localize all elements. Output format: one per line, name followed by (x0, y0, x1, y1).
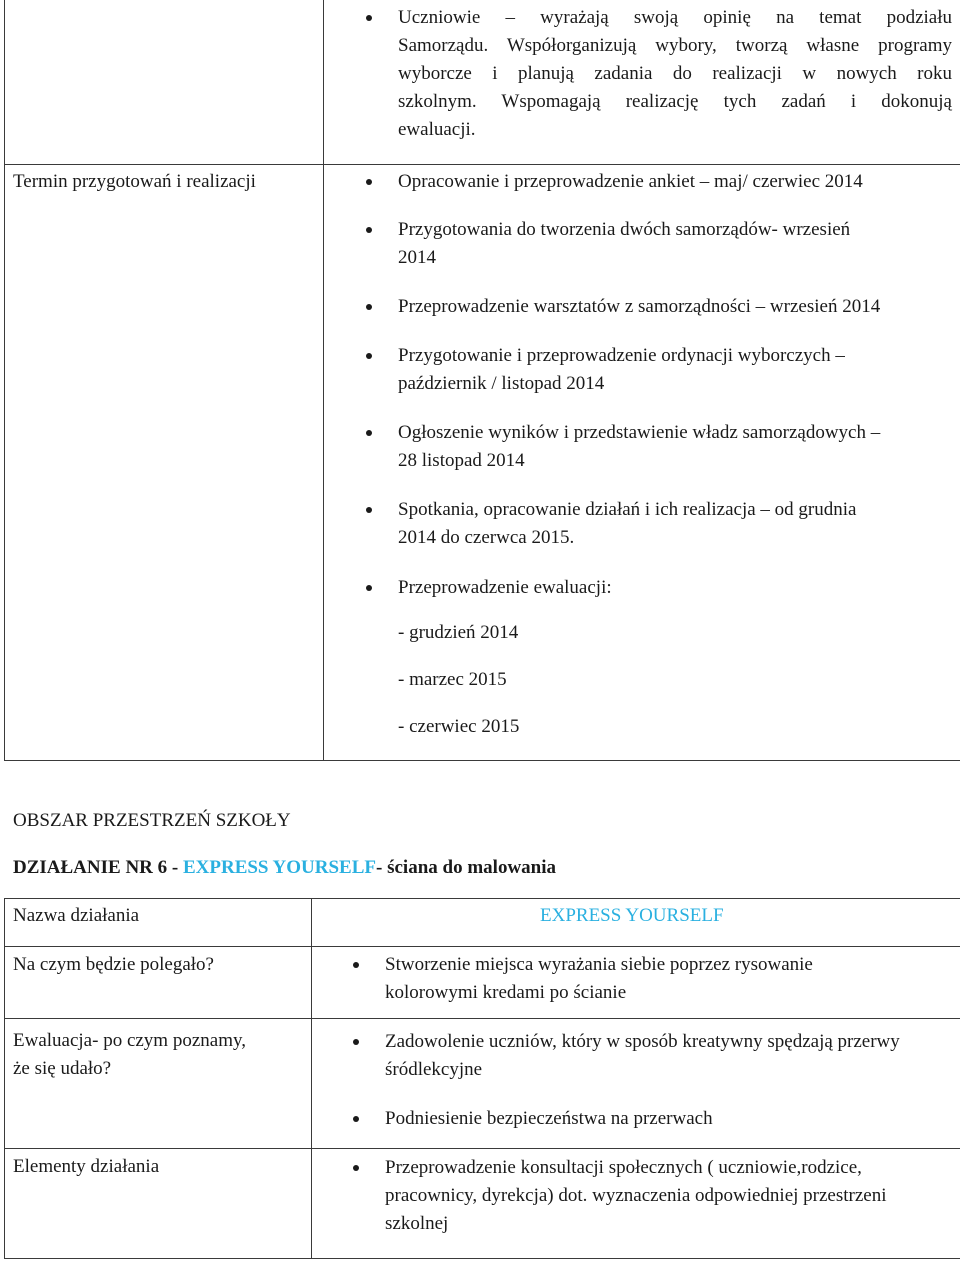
timeline-item-4-line-2: październik / listopad 2014 (398, 373, 605, 394)
timeline-item-2-line-2: 2014 (398, 247, 436, 268)
timeline-item-4-line-1: Przygotowanie i przeprowadzenie ordynacji wyborczych – (398, 345, 845, 366)
action-heading-suffix: - ściana do malowania (376, 857, 557, 878)
action-heading (13, 854, 556, 882)
evaluation-date-2: - marzec 2015 (398, 669, 507, 690)
section-title: OBSZAR PRZESTRZEŃ SZKOŁY (13, 810, 291, 831)
timeline-item-6-line-1: Spotkania, opracowanie działań i ich realizacja – od grudnia (398, 499, 857, 520)
action-description-line-2: kolorowymi kredami po ścianie (385, 982, 627, 1003)
table2-row-divider-2 (4, 1018, 960, 1019)
elements-line-2: pracownicy, dyrekcja) dot. wyznaczenia odpowiedniej przestrzeni (385, 1185, 887, 1206)
evaluation-item-1-line-1: Zadowolenie uczniów, który w sposób kreatywny spędzają przerwy (385, 1031, 900, 1052)
action-heading-highlight: EXPRESS YOURSELF (182, 857, 377, 878)
student-role-line-2: Samorządu. Współorganizują wybory, tworzą własne programy (398, 35, 952, 56)
table1-left-border (4, 0, 5, 761)
table1-column-divider (323, 0, 324, 761)
action-description-line-1: Stworzenie miejsca wyrażania siebie poprzez rysowanie (385, 954, 813, 975)
timeline-item-1: Opracowanie i przeprowadzenie ankiet – maj/ czerwiec 2014 (398, 171, 863, 192)
table2-top-border (4, 898, 960, 899)
table1-row-divider (4, 164, 960, 165)
student-role-line-3: wyborcze i planują zadania do realizacji w nowych roku (398, 63, 952, 84)
bullet-icon (353, 962, 359, 968)
elements-label: Elementy działania (13, 1156, 160, 1177)
bullet-icon (366, 585, 372, 591)
student-role-line-4: szkolnym. Wspomagają realizację tych zadań i dokonują (398, 91, 952, 112)
evaluation-item-1-line-2: śródlekcyjne (385, 1059, 483, 1080)
action-name-value: EXPRESS YOURSELF (540, 905, 724, 926)
timeline-item-3: Przeprowadzenie warsztatów z samorządności – wrzesień 2014 (398, 296, 881, 317)
action-heading-prefix: DZIAŁANIE NR 6 - (13, 857, 183, 878)
table2-row-divider-1 (4, 946, 960, 947)
bullet-icon (353, 1039, 359, 1045)
evaluation-label-line-2: że się udało? (13, 1058, 112, 1079)
table2-column-divider (311, 898, 312, 1259)
student-role-line-5: ewaluacji. (398, 119, 476, 140)
evaluation-item-2: Podniesienie bezpieczeństwa na przerwach (385, 1108, 713, 1129)
student-role-line-1: Uczniowie – wyrażają swoją opinię na temat podziału (398, 7, 952, 28)
timeline-row-label: Termin przygotowań i realizacji (13, 171, 256, 192)
action-name-label: Nazwa działania (13, 905, 140, 926)
bullet-icon (366, 179, 372, 185)
table1-bottom-border (4, 760, 960, 761)
evaluation-date-3: - czerwiec 2015 (398, 716, 520, 737)
bullet-icon (366, 304, 372, 310)
bullet-icon (353, 1116, 359, 1122)
table2-bottom-border (4, 1258, 960, 1259)
action-description-label: Na czym będzie polegało? (13, 954, 214, 975)
timeline-item-5-line-1: Ogłoszenie wyników i przedstawienie władz samorządowych – (398, 422, 881, 443)
elements-line-3: szkolnej (385, 1213, 449, 1234)
table2-row-divider-3 (4, 1148, 960, 1149)
bullet-icon (366, 15, 372, 21)
timeline-item-6-line-2: 2014 do czerwca 2015. (398, 527, 575, 548)
bullet-icon (366, 353, 372, 359)
evaluation-date-1: - grudzień 2014 (398, 622, 519, 643)
table2-left-border (4, 898, 5, 1259)
bullet-icon (366, 507, 372, 513)
evaluation-label-line-1: Ewaluacja- po czym poznamy, (13, 1030, 247, 1051)
bullet-icon (366, 227, 372, 233)
bullet-icon (366, 430, 372, 436)
timeline-item-7: Przeprowadzenie ewaluacji: (398, 577, 612, 598)
elements-line-1: Przeprowadzenie konsultacji społecznych ( uczniowie,rodzice, (385, 1157, 862, 1178)
bullet-icon (353, 1165, 359, 1171)
timeline-item-5-line-2: 28 listopad 2014 (398, 450, 525, 471)
timeline-item-2-line-1: Przygotowania do tworzenia dwóch samorządów- wrzesień (398, 219, 851, 240)
